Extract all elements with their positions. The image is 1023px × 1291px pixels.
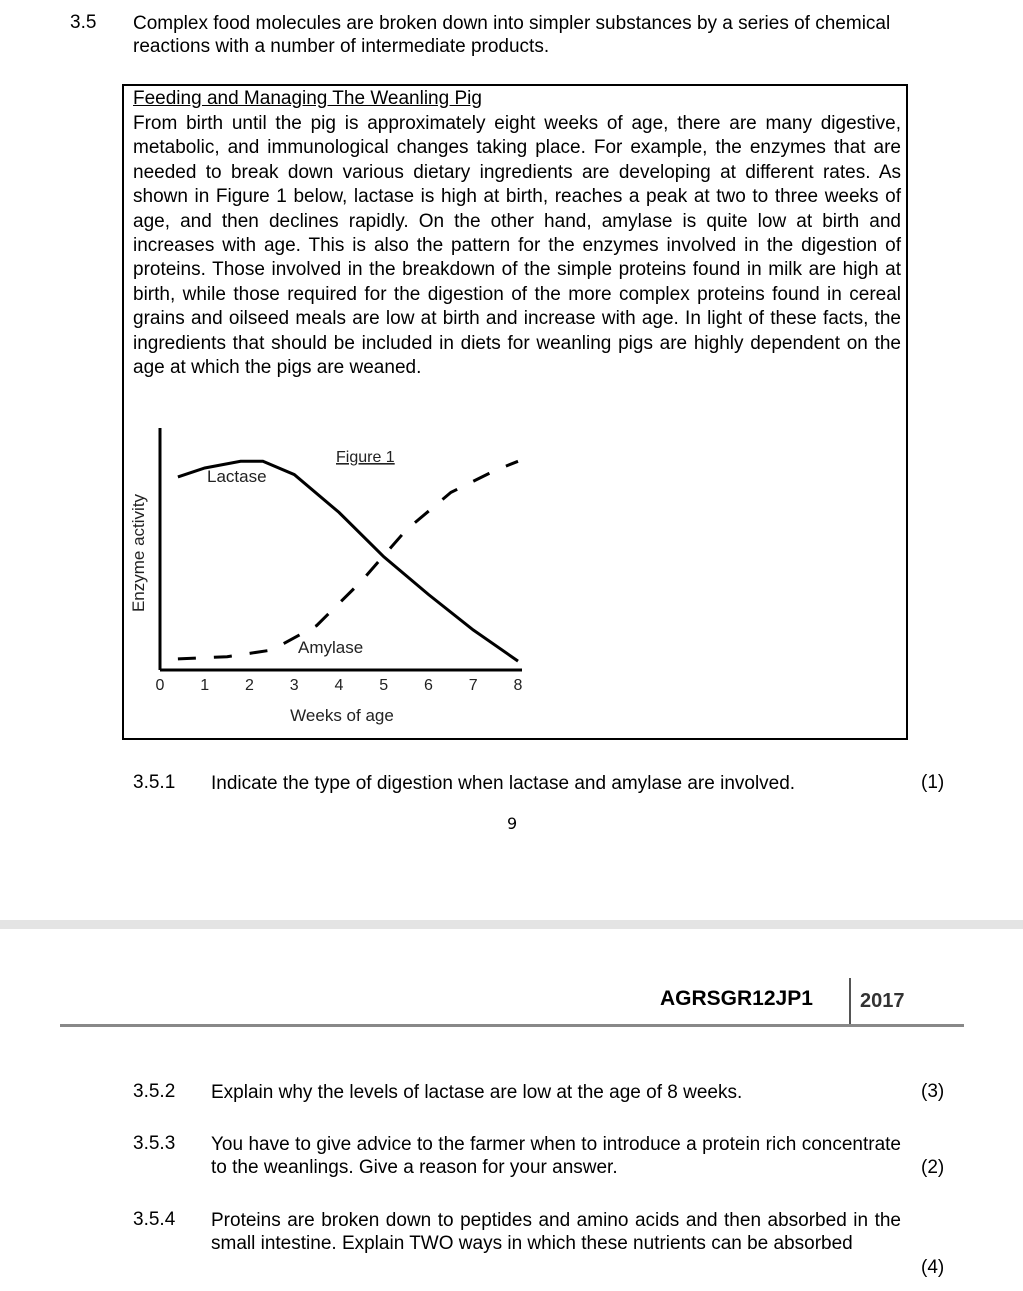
page-break [0, 920, 1023, 929]
question-text: Complex food molecules are broken down into simpler substances by a series of chemical reactions with a number of intermediate products. [133, 13, 891, 57]
sub-question-text: Explain why the levels of lactase are low at the age of 8 weeks. [211, 1082, 743, 1103]
sub-question-text: You have to give advice to the farmer when to introduce a protein rich concentrate to the weanlings. Give a reason for your answer. [211, 1134, 901, 1178]
x-tick-label: 3 [289, 677, 299, 694]
header-rule [60, 1024, 964, 1027]
paper-year: 2017 [860, 990, 905, 1012]
figure-1-chart [112, 418, 542, 733]
sub-question-text: Indicate the type of digestion when lactase and amylase are involved. [211, 773, 796, 794]
sub-question-marks: (2) [921, 1157, 945, 1178]
x-tick-label: 4 [334, 677, 344, 694]
series-label-lactase: Lactase [207, 467, 267, 486]
x-axis-label: Weeks of age [290, 706, 394, 725]
x-tick-label: 1 [200, 677, 210, 694]
x-tick-label: 8 [513, 677, 523, 694]
series-line-amylase [178, 461, 518, 659]
series-label-amylase: Amylase [298, 638, 364, 657]
paper-code: AGRSGR12JP1 [660, 987, 813, 1010]
question-number: 3.5 [70, 12, 97, 33]
x-tick-label: 7 [468, 677, 478, 694]
x-tick-label: 0 [155, 677, 165, 694]
series-line-lactase [178, 461, 518, 661]
chart-title: Figure 1 [336, 449, 395, 466]
sub-question-marks: (1) [921, 772, 945, 793]
sub-question-number: 3.5.4 [133, 1209, 176, 1230]
sub-question-text: Proteins are broken down to peptides and amino acids and then absorbed in the small intestine. Explain TWO ways in which these nutrients can be absorbed [211, 1210, 901, 1254]
x-tick-label: 6 [424, 677, 433, 694]
x-tick-label: 5 [379, 677, 389, 694]
y-axis-label: Enzyme activity [129, 493, 148, 613]
sub-question-number: 3.5.1 [133, 772, 176, 793]
sub-question-number: 3.5.3 [133, 1133, 176, 1154]
box-title: Feeding and Managing The Weanling Pig [133, 88, 482, 109]
page-number: 9 [507, 814, 518, 833]
x-tick-label: 2 [245, 677, 254, 694]
header-divider [849, 978, 851, 1026]
sub-question-marks: (4) [921, 1257, 945, 1278]
sub-question-marks: (3) [921, 1081, 945, 1102]
box-body: From birth until the pig is approximately eight weeks of age, there are many digestive, metabolic, and immunological changes taking place. For example, the enzymes that are needed to break down various dietary ingredients are developing at different rates. As shown in Figure 1 below, lactase is high at birth, reaches a peak at two to three weeks of age, and then declines rapidly. On the other hand, amylase is quite low at birth and increases with age. This is also the pattern for the enzymes involved in the digestion of proteins. Those involved in the breakdown of the simple proteins found in milk are high at birth, while those required for the digestion of the more complex proteins found in cereal grains and oilseed meals are low at birth and increase with age. In light of these facts, the ingredients that should be included in diets for weanling pigs are highly dependent on the age at which the pigs are weaned. [133, 113, 901, 379]
sub-question-number: 3.5.2 [133, 1081, 176, 1102]
